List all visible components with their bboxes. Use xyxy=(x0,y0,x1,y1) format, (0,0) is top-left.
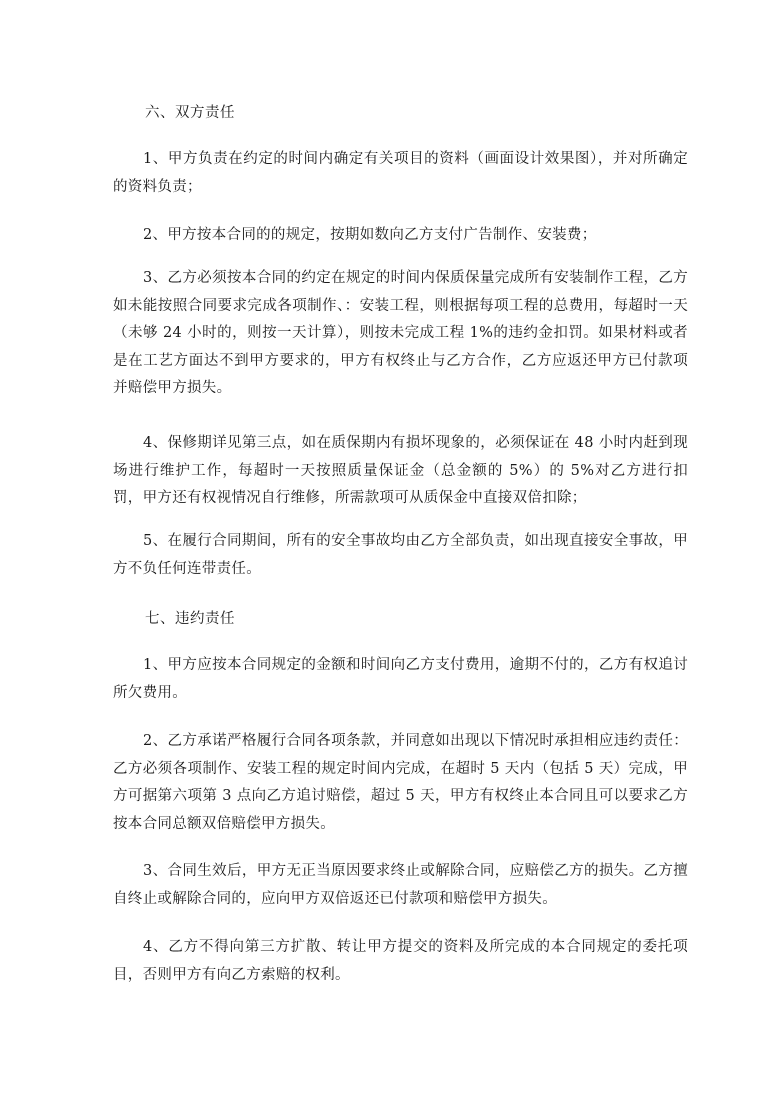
section-6-item-3: 3、乙方必须按本合同的约定在规定的时间内保质保量完成所有安装制作工程，乙方如未能按照合同要求完成各项制作、：安装工程，则根据每项工程的总费用，每超时一天（未够 24 小时的，则按一天计算），则按未完成工程 1%的违约金扣罚。如果材料或者是在工艺方面达不到甲方要求的，甲方有权终止与乙方合作，乙方应返还甲方已付款项并赔偿甲方损失。 xyxy=(113,270,688,396)
section-6-item-4: 4、保修期详见第三点，如在质保期内有损坏现象的，必须保证在 48 小时内赶到现场进行维护工作，每超时一天按照质量保证金（总金额的 5%）的 5%对乙方进行扣罚，甲方还有权视情况自行维修，所需款项可从质保金中直接双倍扣除； xyxy=(113,435,688,506)
section-6-item-2: 2、甲方按本合同的的规定，按期如数向乙方支付广告制作、安装费； xyxy=(143,227,597,243)
section-7-item-3: 3、合同生效后，甲方无正当原因要求终止或解除合同，应赔偿乙方的损失。乙方擅自终止或解除合同的，应向甲方双倍返还已付款项和赔偿甲方损失。 xyxy=(113,863,688,907)
section-7-heading: 七、违约责任 xyxy=(145,611,235,627)
section-6-heading: 六、双方责任 xyxy=(145,105,235,121)
section-7-item-2: 2、乙方承诺严格履行合同各项条款，并同意如出现以下情况时承担相应违约责任：乙方必须各项制作、安装工程的规定时间内完成，在超时 5 天内（包括 5 天）完成，甲方可据第六项第 3 点向乙方追讨赔偿，超过 5 天，甲方有权终止本合同且可以要求乙方按本合同总额双倍赔偿甲方损失。 xyxy=(113,733,688,832)
section-6-item-1: 1、甲方负责在约定的时间内确定有关项目的资料（画面设计效果图），并对所确定的资料负责； xyxy=(113,151,688,195)
section-7-item-1: 1、甲方应按本合同规定的金额和时间向乙方支付费用，逾期不付的，乙方有权追讨所欠费用。 xyxy=(113,657,688,701)
section-7-item-4: 4、乙方不得向第三方扩散、转让甲方提交的资料及所完成的本合同规定的委托项目，否则甲方有向乙方索赔的权利。 xyxy=(113,939,688,983)
section-6-item-5: 5、在履行合同期间，所有的安全事故均由乙方全部负责，如出现直接安全事故，甲方不负任何连带责任。 xyxy=(113,533,688,577)
